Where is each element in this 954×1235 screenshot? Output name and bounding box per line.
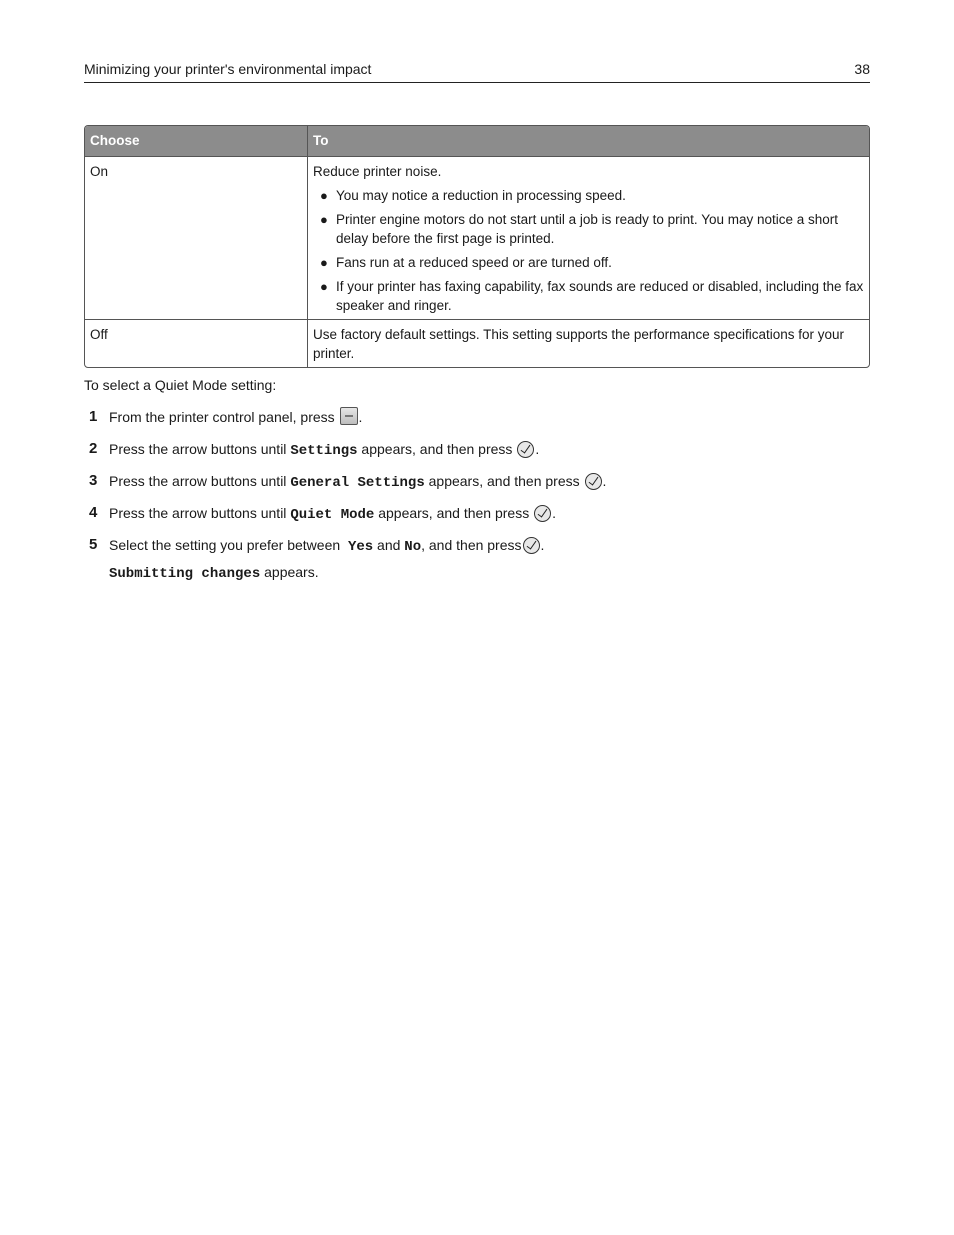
step-item (84, 406, 874, 438)
step-text-part: . (602, 473, 607, 489)
step-text (109, 438, 539, 462)
check-icon (523, 537, 540, 554)
table-row (85, 319, 869, 367)
to-cell: Use factory default settings. This setting supports the performance specifications for your printer. (313, 327, 845, 361)
bullet-item (313, 277, 865, 315)
result-text: appears. (264, 564, 319, 580)
menu-item-code: Settings (290, 443, 358, 459)
step-text-part: . (535, 441, 540, 457)
menu-item-code: Quiet Mode (290, 507, 375, 523)
bullet-icon: ● (320, 279, 328, 294)
step-text-part: From the printer control panel, press (109, 409, 335, 425)
step-text-part: . (552, 505, 556, 521)
step-number: 5 (89, 536, 98, 553)
step-number: 3 (89, 472, 98, 489)
step-text-part: appears, and then press (378, 505, 530, 521)
bullet-text: Fans run at a reduced speed or are turned off. (336, 255, 612, 270)
step-text-part: Select the setting you prefer between (109, 537, 341, 553)
bullet-icon: ● (320, 188, 328, 203)
step-text-part: appears, and then press (361, 441, 513, 457)
bullet-icon: ● (320, 212, 328, 227)
instructions-intro: To select a Quiet Mode setting: (84, 377, 277, 393)
step-text-part: . (540, 537, 545, 553)
bullet-text: Printer engine motors do not start until a job is ready to print. You may notice a short delay before the first page is printed. (336, 212, 839, 246)
bullet-text: You may notice a reduction in processing speed. (336, 188, 626, 203)
page-title: Minimizing your printer's environmental impact (84, 61, 372, 77)
menu-icon (340, 407, 358, 425)
menu-item-code: General Settings (290, 475, 425, 491)
check-icon (534, 505, 551, 522)
bullet-item (313, 253, 865, 272)
column-header-to: To (313, 133, 329, 148)
step-number: 1 (89, 408, 98, 425)
table-header-row (85, 126, 869, 156)
option-code-no: No (404, 539, 422, 555)
step-number: 2 (89, 440, 98, 457)
step-text-part: Press the arrow buttons until (109, 473, 287, 489)
quiet-mode-table (84, 125, 870, 368)
step-item (84, 470, 874, 502)
step-text (109, 534, 544, 558)
status-message-code: Submitting changes (109, 566, 261, 582)
step-text (109, 502, 556, 526)
step-text-part: . (358, 409, 363, 425)
step-number: 4 (89, 504, 98, 521)
choose-cell: Off (85, 320, 308, 367)
step-text (109, 470, 606, 494)
step-item (84, 502, 874, 534)
option-code-yes: Yes (347, 539, 374, 555)
step-text (109, 406, 362, 428)
step-text-part: , and then press (421, 537, 522, 553)
check-icon (585, 473, 602, 490)
table-row (85, 156, 869, 319)
page-number: 38 (854, 61, 870, 77)
step-item (84, 438, 874, 470)
result-line (109, 561, 319, 585)
check-icon (517, 441, 534, 458)
to-cell (308, 157, 869, 319)
step-text-part: appears, and then press (428, 473, 580, 489)
page-header (84, 60, 870, 83)
step-text-part: Press the arrow buttons until (109, 441, 287, 457)
bullet-item (313, 186, 865, 205)
steps-list (84, 406, 874, 566)
to-cell-intro: Reduce printer noise. (313, 164, 442, 179)
bullet-list (313, 186, 865, 315)
bullet-text: If your printer has faxing capability, fax sounds are reduced or disabled, including the fax speaker and ringer. (336, 279, 864, 313)
column-header-choose: Choose (85, 126, 308, 156)
step-text-part: Press the arrow buttons until (109, 505, 287, 521)
bullet-item (313, 210, 865, 248)
choose-cell: On (85, 157, 308, 319)
step-text-part: and (377, 537, 401, 553)
bullet-icon: ● (320, 255, 328, 270)
